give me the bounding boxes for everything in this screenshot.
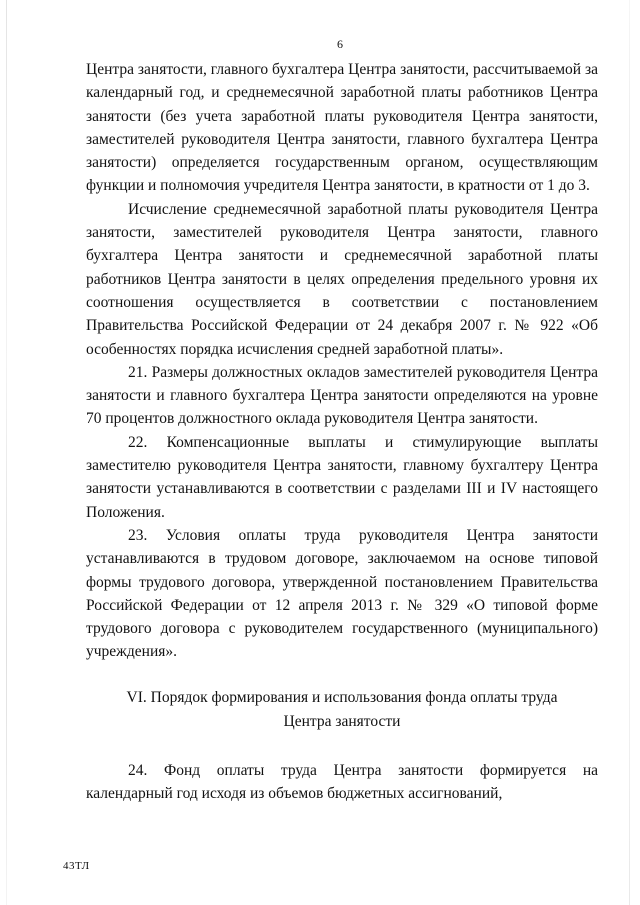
footer-document-code: 43ТЛ [63,860,90,872]
paragraph-salary-calculation: Исчисление среднемесячной заработной платы руководителя Центра занятости, заместителей руководителя Центра занятости, главного бухгалтера Центра занятости и среднемесячной заработной платы работников Центра занятости в целях определения предельного уровня их соотношения осуществляется в соответствии с постановлением Правительства Российской Федерации от 24 декабря 2007 г. № 922 «Об особенностях порядка исчисления средней заработной платы». [86,200,598,358]
paragraph-22: 22. Компенсационные выплаты и стимулирующие выплаты заместителю руководителя Центра занятости, главному бухгалтеру Центра занятости устанавливаются в соответствии с разделами III и IV настоящего Положения. [86,433,598,521]
paragraph-21: 21. Размеры должностных окладов заместителей руководителя Центра занятости и главного бухгалтера Центра занятости определяются на уровне 70 процентов должностного оклада руководителя Центра занятости. [86,363,598,428]
paragraph-23: 23. Условия оплаты труда руководителя Центра занятости устанавливаются в трудовом договоре, заключаемом на основе типовой формы трудового договора, утвержденной постановлением Правительства Российской Федерации от 12 апреля 2013 г. № 329 «О типовой форме трудового договора с руководителем государственного (муниципального) учреждения». [86,526,598,661]
heading-spacer [86,734,598,759]
scan-edge-left [6,0,7,905]
section-heading [86,686,598,734]
document-body [86,58,598,805]
section-heading-line-1: VI. Порядок формирования и использования фонда оплаты труда [126,688,558,706]
scan-edge-right [629,0,630,905]
page-number: 6 [337,37,343,51]
paragraph-continuation: Центра занятости, главного бухгалтера Центра занятости, рассчитываемой за календарный год, и среднемесячной заработной платы работников Центра занятости (без учета заработной платы руководителя Центра занятости, заместителей руководителя Центра занятости, главного бухгалтера Центра занятости) определяется государственным органом, осуществляющим функции и полномочия учредителя Центра занятости, в кратности от 1 до 3. [86,61,598,195]
paragraph-24: 24. Фонд оплаты труда Центра занятости формируется на календарный год исходя из объемов бюджетных ассигнований, [86,761,598,803]
section-heading-line-2: Центра занятости [283,712,401,730]
